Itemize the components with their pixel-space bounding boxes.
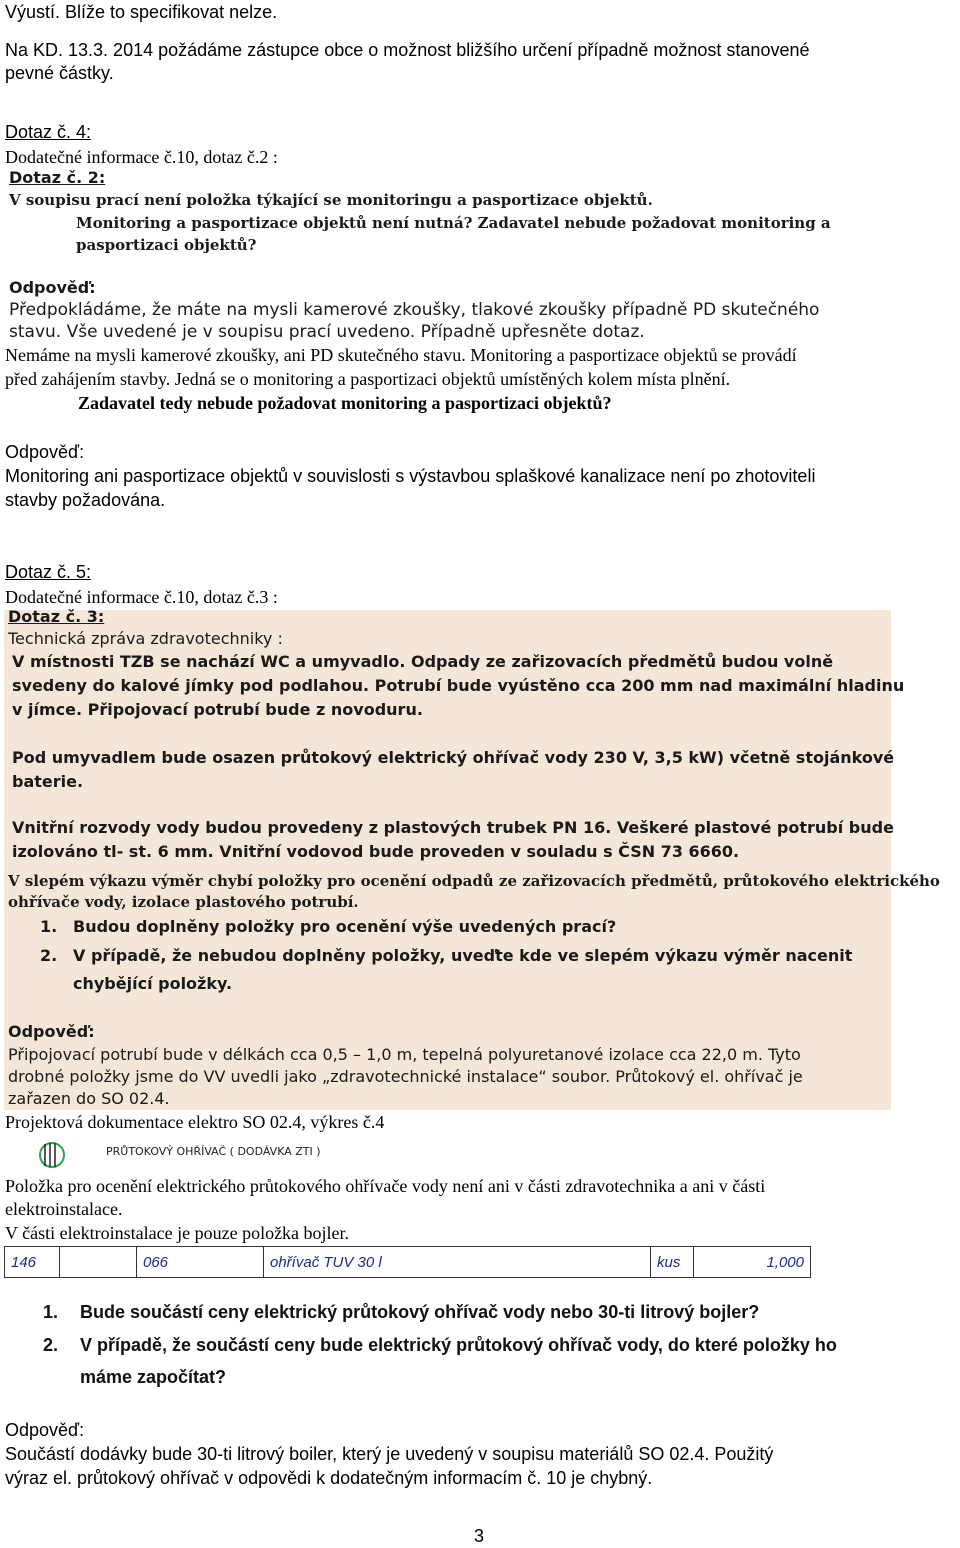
q4-text-1: Nemáme na mysli kamerové zkoušky, ani PD skutečného stavu. Monitoring a pasportizace objektů se provádí bbox=[5, 345, 797, 365]
q5-scan-p3b: izolováno tl- st. 6 mm. Vnitřní vodovod bude proveden v souladu s ČSN 73 6660. bbox=[12, 842, 740, 861]
boiler-table bbox=[4, 1246, 811, 1278]
q5-answer-1: Součástí dodávky bude 30-ti litrový boiler, který je uvedený v soupisu materiálů SO 02.4. Použitý bbox=[5, 1444, 774, 1464]
page-number: 3 bbox=[474, 1526, 485, 1546]
q5-scan-p4b: ohřívače vody, izolace plastového potrubí. bbox=[8, 893, 359, 911]
qlist-num-1: 1. bbox=[43, 1302, 59, 1322]
q5-pd-ref: Projektová dokumentace elektro SO 02.4, výkres č.4 bbox=[5, 1112, 385, 1132]
q4-text-3: Zadavatel tedy nebude požadovat monitoring a pasportizaci objektů? bbox=[78, 393, 612, 413]
table-cell: kus bbox=[651, 1247, 694, 1278]
q5-scan-p2b: baterie. bbox=[12, 772, 84, 791]
q5-scan-p1c: v jímce. Připojovací potrubí bude z novoduru. bbox=[12, 700, 423, 719]
intro-line-1: Výustí. Blíže to specifikovat nelze. bbox=[5, 2, 278, 22]
q5-scan-sub: Technická zpráva zdravotechniky : bbox=[8, 629, 283, 648]
qlist-item-2-cont: máme započítat? bbox=[80, 1367, 227, 1387]
q4-scan-answer-label: Odpověď: bbox=[9, 278, 96, 297]
q4-scan-q2: Monitoring a pasportizace objektů není nutná? Zadavatel nebude požadovat monitoring a bbox=[76, 214, 831, 232]
q5-scan-title: Dotaz č. 3: bbox=[8, 607, 105, 626]
q4-scan-a1: Předpokládáme, že máte na mysli kamerové zkoušky, tlakové zkoušky případně PD skutečného bbox=[9, 300, 820, 320]
q5-text-3: V části elektroinstalace je pouze položka bojler. bbox=[5, 1223, 350, 1243]
q5-scan-a2: drobné položky jsme do VV uvedli jako „zdravotechnické instalace“ soubor. Průtokový el. ohřívač je bbox=[8, 1067, 803, 1086]
qlist-item-2: V případě, že součástí ceny bude elektrický průtokový ohřívač vody, do které položky ho bbox=[80, 1335, 837, 1355]
table-cell: 066 bbox=[137, 1247, 264, 1278]
intro-line-2: Na KD. 13.3. 2014 požádáme zástupce obce o možnost bližšího určení případně možnost stanovené bbox=[5, 40, 810, 60]
q4-text-2: před zahájením stavby. Jedná se o monitoring a pasportizaci objektů umístěných kolem místa plnění. bbox=[5, 369, 731, 389]
q5-answer-label: Odpověď: bbox=[5, 1420, 85, 1440]
q5-text-1: Položka pro ocenění elektrického průtokového ohřívače vody není ani v části zdravotechnika a ani v části bbox=[5, 1176, 766, 1196]
q4-answer-2: stavby požadována. bbox=[5, 490, 166, 510]
q5-scan-a1: Připojovací potrubí bude v délkách cca 0,5 – 1,0 m, tepelná polyuretanové izolace cca 22,0 m. Tyto bbox=[8, 1045, 801, 1064]
q5-scan-p3a: Vnitřní rozvody vody budou provedeny z plastových trubek PN 16. Veškeré plastové potrubí bude bbox=[12, 818, 894, 837]
q4-scan-title: Dotaz č. 2: bbox=[9, 168, 106, 187]
q5-scan-p1b: svedeny do kalové jímky pod podlahou. Potrubí bude vyústěno cca 200 mm nad maximální hladinu bbox=[12, 676, 905, 695]
q5-text-2: elektroinstalace. bbox=[5, 1199, 123, 1219]
q5-answer-2: výraz el. průtokový ohřívač v odpovědi k dodatečným informacím č. 10 je chybný. bbox=[5, 1468, 653, 1488]
q4-answer-1: Monitoring ani pasportizace objektů v souvislosti s výstavbou splaškové kanalizace není po zhotoviteli bbox=[5, 466, 816, 486]
q4-scan-q3: pasportizaci objektů? bbox=[76, 236, 257, 254]
q5-heading: Dotaz č. 5: bbox=[5, 562, 92, 582]
q5-scan-item2-num: 2. bbox=[40, 946, 58, 965]
q5-scan-p4a: V slepém výkazu výměr chybí položky pro ocenění odpadů ze zařizovacích předmětů, průtokového elektrického bbox=[8, 872, 940, 890]
q4-heading: Dotaz č. 4: bbox=[5, 122, 92, 142]
q5-scan-p1a: V místnosti TZB se nachází WC a umyvadlo. Odpady ze zařizovacích předmětů budou volně bbox=[12, 652, 834, 671]
table-cell: 1,000 bbox=[694, 1247, 811, 1278]
q4-scan-a2: stavu. Vše uvedené je v soupisu prací uvedeno. Případně upřesněte dotaz. bbox=[9, 322, 645, 342]
qlist-item-1: Bude součástí ceny elektrický průtokový ohřívač vody nebo 30-ti litrový bojler? bbox=[80, 1302, 760, 1322]
table-cell: 146 bbox=[5, 1247, 60, 1278]
q5-scan-p2a: Pod umyvadlem bude osazen průtokový elektrický ohřívač vody 230 V, 3,5 kW) včetně stojánkové bbox=[12, 748, 895, 767]
table-row bbox=[5, 1247, 811, 1278]
q5-scan-item2a: V případě, že nebudou doplněny položky, uveďte kde ve slepém výkazu výměr nacenit bbox=[73, 946, 853, 965]
water-heater-symbol bbox=[36, 1140, 68, 1170]
q4-ref: Dodatečné informace č.10, dotaz č.2 : bbox=[5, 147, 278, 167]
water-heater-symbol-icon bbox=[36, 1140, 68, 1170]
q4-scan-q1: V soupisu prací není položka týkající se monitoringu a pasportizace objektů. bbox=[9, 191, 653, 209]
q5-scan-answer-label: Odpověď: bbox=[8, 1022, 95, 1041]
q5-scan-item1: Budou doplněny položky pro ocenění výše uvedených prací? bbox=[73, 917, 617, 936]
q5-scan-a3: zařazen do SO 02.4. bbox=[8, 1089, 170, 1108]
qlist-num-2: 2. bbox=[43, 1335, 59, 1355]
table-cell: ohřívač TUV 30 l bbox=[264, 1247, 651, 1278]
intro-line-3: pevné částky. bbox=[5, 63, 114, 83]
symbol-label: PRŮTOKOVÝ OHŘÍVAČ ( DODÁVKA ZTI ) bbox=[106, 1145, 321, 1158]
q5-scan-item2b: chybějící položky. bbox=[73, 974, 233, 993]
q5-scan-item1-num: 1. bbox=[40, 917, 58, 936]
q4-answer-label: Odpověď: bbox=[5, 442, 85, 462]
table-cell bbox=[60, 1247, 137, 1278]
q5-ref: Dodatečné informace č.10, dotaz č.3 : bbox=[5, 587, 278, 607]
